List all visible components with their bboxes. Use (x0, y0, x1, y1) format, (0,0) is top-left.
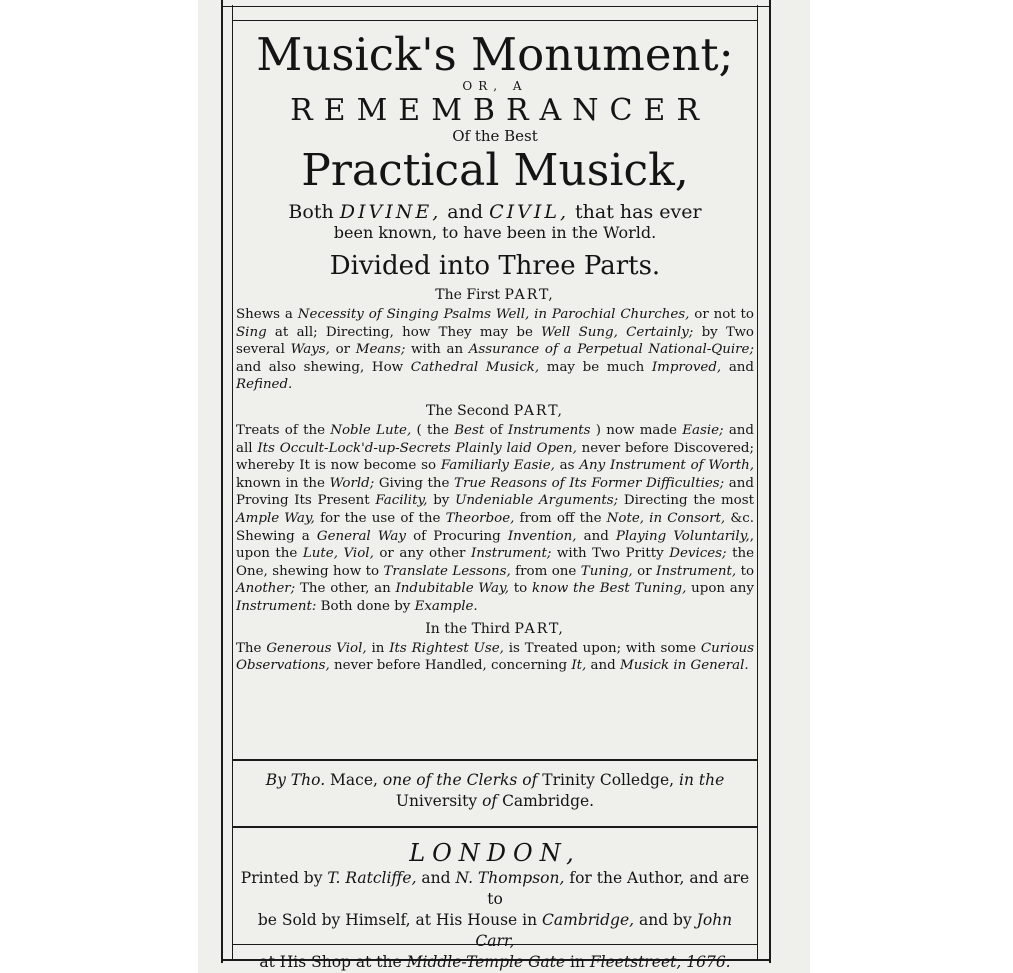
part2-text-run: Example. (414, 598, 478, 614)
both-text-b: and (441, 201, 490, 223)
part3-text-run: Generous Viol, (266, 640, 367, 656)
part3-text-run: Curious Observations, (236, 640, 755, 674)
part2-text-run: or (632, 563, 657, 579)
main-title: Musick's Monument; (256, 28, 734, 81)
imprint-line3-run: in (565, 953, 590, 971)
imprint-line2-run: be Sold by Himself, at His House in (257, 911, 543, 929)
part2-text-run: Directing the most (618, 493, 754, 509)
part2-text-run: by (427, 493, 456, 509)
part2-text-run: Best (454, 422, 485, 438)
part2-text-run: and all (236, 422, 755, 456)
part2-text-run: never before Discovered; whereby It is now become so (236, 440, 754, 474)
part2-text-run: upon any (686, 581, 754, 597)
part2-text-run: Tuning, (580, 563, 633, 579)
part2-text-run: Both done by (316, 598, 415, 614)
part1-text-run: Well Sung, Certainly; (541, 324, 694, 340)
part-three-heading-a: In the Third (425, 620, 515, 637)
part2-text-run: General Way (316, 528, 406, 544)
author-line1-run: in the (678, 771, 725, 789)
part2-text-run: Devices; (669, 546, 727, 562)
border-left-inner (232, 5, 233, 960)
part1-text-run: and also shewing, How (236, 359, 411, 375)
author-line1-run: By Tho. (265, 771, 331, 789)
part-one-heading-b: PART, (504, 287, 555, 303)
part2-text-run: True Reasons of Its Former Difficulties; (454, 475, 725, 491)
part-two-heading-a: The Second (426, 402, 514, 419)
part1-text-run: Necessity of Singing Psalms Well, in Parochial Churches, (297, 307, 690, 322)
part2-text-run: to (509, 581, 532, 597)
part1-text-run: with an (405, 342, 469, 358)
part2-text-run: Easie; (682, 422, 724, 438)
part2-text-run: Noble Lute, (330, 422, 412, 438)
part2-text-run: Note, in Consort, (606, 510, 726, 526)
part2-text-run: Any Instrument of Worth, (579, 458, 755, 474)
part2-text-run: and (576, 528, 616, 544)
divine-word: DIVINE, (339, 201, 442, 223)
part1-text-run: Sing (236, 324, 267, 340)
part1-text-run: may be much (539, 359, 652, 375)
author-line-1 (236, 770, 754, 791)
part2-text-run: Invention, (507, 528, 577, 544)
part2-text-run: Familiarly Easie, (440, 458, 555, 474)
known-line: been known, to have been in the World. (333, 223, 657, 242)
part2-text-run: or any other (373, 546, 471, 562)
both-text-a: Both (288, 201, 340, 223)
imprint-line2-run: and by (634, 911, 697, 929)
part-one-heading (236, 286, 754, 304)
author-line1-run: Mace, (330, 771, 383, 789)
part2-text-run: ( the (411, 422, 455, 438)
part2-text-run: , upon the (236, 528, 754, 562)
imprint-line3-run: at His Shop at the (259, 953, 407, 971)
part1-text-run: Assurance of a Perpetual National-Quire; (468, 342, 754, 358)
part2-text-run: of Procuring (405, 528, 508, 544)
london-heading: LONDON, (409, 839, 581, 867)
part1-text-run: or not to (689, 307, 754, 322)
part1-text-run: by Two several (236, 324, 754, 358)
divider-rule-2 (232, 826, 758, 828)
part2-text-run: know the Best Tuning, (531, 581, 687, 597)
practical-musick-heading: Practical Musick, (301, 145, 689, 196)
part3-text-run: Its Rightest Use, (389, 640, 504, 656)
of-the-best-line: Of the Best (452, 127, 538, 145)
part2-text-run: Instrument, (656, 563, 737, 579)
imprint-line3-run: Fleetstreet, (589, 953, 682, 971)
imprint-line3-run: 1676. (681, 953, 731, 971)
part2-text-run: ) now made (590, 422, 683, 438)
part2-text-run: Translate Lessons, (383, 563, 511, 579)
author-line-2 (236, 791, 754, 812)
part1-text-run: Cathedral Musick, (410, 359, 540, 375)
part-three-paragraph (236, 640, 754, 675)
part-one-paragraph (236, 306, 754, 394)
border-top-outer (221, 6, 771, 7)
part2-text-run: from one (510, 563, 581, 579)
part2-text-run: from off the (514, 510, 607, 526)
part2-text-run: Instruments (507, 422, 591, 438)
part2-text-run: Indubitable Way, (395, 581, 510, 597)
part2-text-run: World; (329, 475, 375, 491)
imprint-line2-run: Cambridge, (542, 911, 635, 929)
imprint-line-3 (236, 952, 754, 973)
divided-heading: Divided into Three Parts. (329, 251, 661, 281)
part2-text-run: Theorboe, (445, 510, 515, 526)
imprint-line-1 (236, 868, 754, 910)
or-line: OR, A (462, 79, 528, 93)
part-three-heading-b: PART, (514, 620, 565, 637)
part-three-heading (236, 620, 754, 638)
part3-text-run: and (586, 658, 620, 674)
both-text-c: that has ever (569, 201, 702, 223)
part3-text-run: in (366, 640, 390, 656)
part2-text-run: Instrument; (471, 546, 552, 562)
part1-text-run: Ways, (290, 342, 330, 358)
author-line2-run: of (482, 792, 498, 810)
part-one-heading-a: The First (435, 287, 505, 303)
imprint-line-2 (236, 910, 754, 952)
remembrancer-heading: REMEMBRANCER (290, 93, 710, 128)
part1-text-run: Means; (355, 342, 406, 358)
part2-text-run: Playing Voluntarily, (615, 528, 750, 544)
part2-text-run: Undeniable Arguments; (455, 493, 619, 509)
part1-text-run: at all; Directing, how They may be (266, 324, 542, 340)
part2-text-run: to (736, 563, 755, 579)
imprint-line2-run: John Carr, (475, 911, 733, 950)
part1-text-run: Shews a (236, 307, 298, 322)
imprint-block (236, 838, 754, 973)
divider-rule-1 (232, 759, 758, 761)
part2-text-run: and Proving Its Present (236, 475, 754, 509)
part2-text-run: of (484, 422, 508, 438)
part2-text-run: with Two Pritty (551, 546, 670, 562)
part2-text-run: known in the (236, 475, 330, 491)
part3-text-run: The (236, 640, 267, 656)
author-line1-run: Trinity Colledge, (537, 771, 679, 789)
imprint-line1-run: Printed by (240, 869, 328, 887)
part-two-heading (236, 402, 754, 420)
part2-text-run: Another; (236, 581, 296, 597)
part1-text-run: Refined. (236, 377, 293, 393)
part2-text-run: the One, shewing how to (236, 546, 755, 579)
part2-text-run: &c. Shewing a (236, 510, 754, 544)
author-line1-run: one of the Clerks of (382, 771, 538, 789)
part2-text-run: Treats of the (236, 422, 331, 438)
civil-word: CIVIL, (489, 201, 569, 223)
author-block (236, 770, 754, 812)
imprint-line1-run: T. Ratcliffe, (327, 869, 417, 887)
author-line2-run: University (395, 792, 483, 810)
part2-text-run: as (554, 458, 580, 474)
part3-text-run: Musick in General. (620, 658, 749, 674)
part1-text-run: Improved, (651, 359, 722, 375)
part1-text-run: and (721, 359, 754, 375)
part2-text-run: Giving the (374, 475, 455, 491)
author-line2-run: Cambridge. (497, 792, 595, 810)
imprint-line1-run: for the Author, and are to (487, 869, 750, 908)
part2-text-run: The other, an (295, 581, 396, 597)
divine-civil-line (236, 201, 754, 223)
border-left-outer (221, 0, 223, 963)
part2-text-run: Its Occult-Lock'd-up-Secrets Plainly laid Open, (257, 440, 577, 456)
part-two-heading-b: PART, (513, 402, 564, 419)
part2-text-run: Instrument: (236, 598, 317, 614)
part2-text-run: Lute, Viol, (302, 546, 374, 562)
part3-text-run: never before Handled, concerning (329, 658, 572, 674)
part-two-paragraph (236, 422, 754, 616)
imprint-line3-run: Middle-Temple Gate (406, 953, 566, 971)
imprint-line1-run: and (416, 869, 456, 887)
border-right-outer (769, 0, 771, 963)
title-page-text (236, 20, 754, 675)
part3-text-run: is Treated upon; with some (503, 640, 701, 656)
imprint-line1-run: N. Thompson, (455, 869, 565, 887)
border-right-inner (757, 5, 758, 960)
part2-text-run: Ample Way, (236, 510, 315, 526)
part1-text-run: or (329, 342, 356, 358)
part2-text-run: for the use of the (314, 510, 446, 526)
part2-text-run: Facility, (375, 493, 428, 509)
part3-text-run: It, (571, 658, 587, 674)
